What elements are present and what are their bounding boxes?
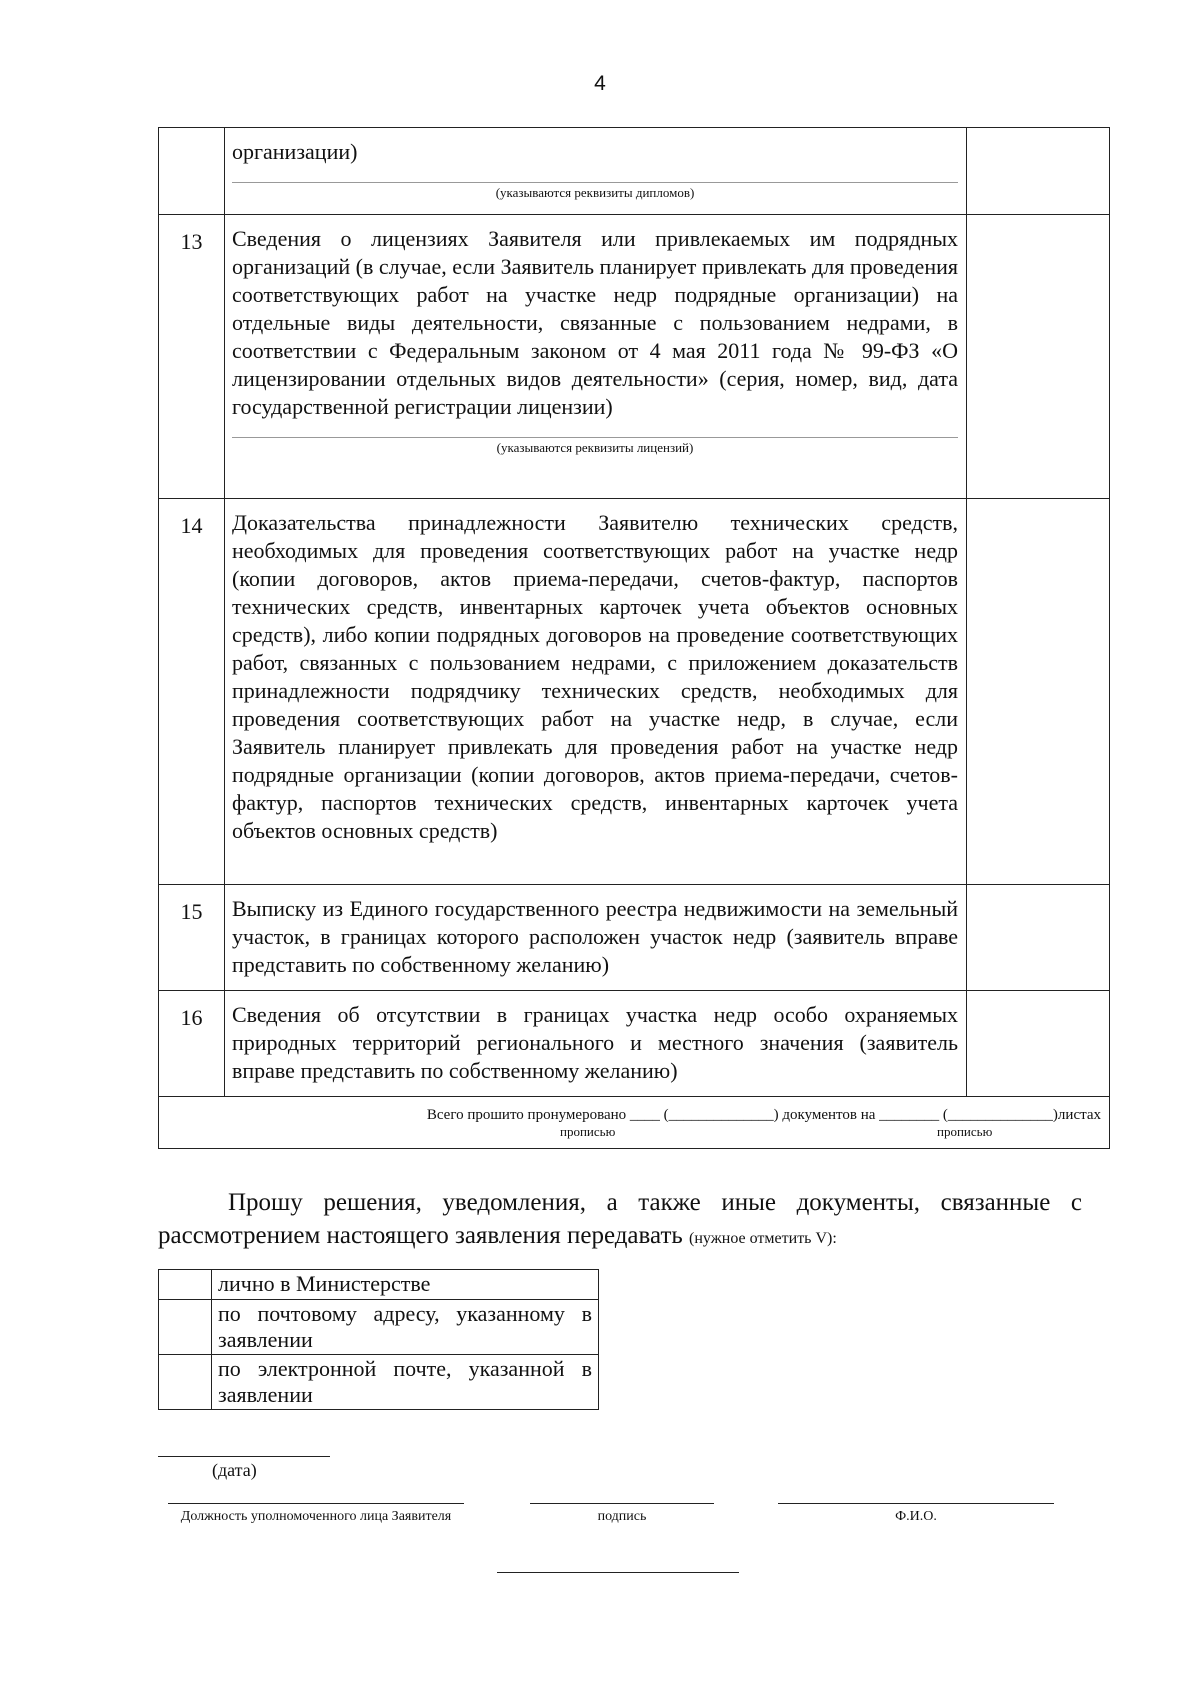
delivery-option [159,1300,599,1355]
full-name-label: Ф.И.О. [895,1509,937,1524]
row-description [225,499,967,885]
row-mark-cell[interactable] [967,215,1110,499]
totals-cell [159,1097,1110,1149]
delivery-option [159,1270,599,1300]
row-number: 13 [159,215,225,499]
documents-table [158,127,1110,1149]
row-text: Сведения об отсутствии в границах участка недр особо охраняемых природных территорий регионального и местного значения (заявитель вправе представить по собственному желанию) [232,1002,958,1083]
position-label: Должность уполномоченного лица Заявителя [180,1509,452,1524]
signature-line[interactable] [530,1503,714,1504]
page-number: 4 [594,72,606,95]
row-description [225,215,967,499]
row-text: Доказательства принадлежности Заявителю технических средств, необходимых для проведения соответствующих работ на участке недр (копии договоров, актов приема-передачи, счетов-фактур, паспортов технических средств, инвентарных карточек учета объектов основных средств), либо копии подрядных договоров на проведение соответствующих работ, связанных с пользованием недрами, с приложением доказательств принадлежности подрядчику технических средств, необходимых для проведения соответствующих работ на участке недр, в случае, если Заявитель планирует привлекать для проведения работ на участке недр подрядные организации (копии договоров, актов приема-передачи, счетов-фактур, паспортов технических средств, инвентарных карточек учета объектов основных средств) [232,510,958,843]
delivery-checkbox[interactable] [159,1270,212,1300]
row-description [225,128,967,215]
row-description [225,991,967,1097]
row-mark-cell[interactable] [967,499,1110,885]
row-hint: (указываются реквизиты лицензий) [232,437,958,457]
totals-row [159,1097,1110,1149]
date-line[interactable] [158,1456,330,1457]
row-text: организации) [232,139,358,164]
row-mark-cell[interactable] [967,991,1110,1097]
delivery-checkbox[interactable] [159,1355,212,1410]
delivery-option-label: по почтовому адресу, указанному в заявлении [212,1300,599,1355]
row-number: 15 [159,885,225,991]
delivery-option-label: лично в Министерстве [212,1270,599,1300]
table-row [159,991,1110,1097]
row-mark-cell[interactable] [967,128,1110,215]
totals-sublabels [167,1124,1101,1140]
table-row [159,128,1110,215]
position-line[interactable] [168,1503,464,1504]
date-label: (дата) [212,1460,257,1480]
row-mark-cell[interactable] [967,885,1110,991]
row-number: 16 [159,991,225,1097]
delivery-checkbox[interactable] [159,1300,212,1355]
row-description [225,885,967,991]
delivery-option-label: по электронной почте, указанной в заявлении [212,1355,599,1410]
row-number [159,128,225,215]
table-row [159,885,1110,991]
totals-line: Всего прошито пронумеровано ____ (______________) документов на ________ (______________)листах [426,1107,1101,1123]
full-name-line[interactable] [778,1503,1054,1504]
request-note: (нужное отметить V): [689,1230,837,1247]
request-paragraph [158,1186,1082,1255]
row-text: Выписку из Единого государственного реестра недвижимости на земельный участок, в границах которого расположен участок недр (заявитель вправе представить по собственному желанию) [232,896,958,977]
totals-sublabel-2: прописью [937,1124,993,1139]
delivery-option [159,1355,599,1410]
totals-sublabel-1: прописью [560,1124,616,1139]
row-hint: (указываются реквизиты дипломов) [232,182,958,202]
table-row [159,215,1110,499]
table-row [159,499,1110,885]
delivery-options-table [158,1269,599,1410]
signature-label: подпись [597,1509,647,1524]
row-number: 14 [159,499,225,885]
request-text: Прошу решения, уведомления, а также иные документы, связанные с рассмотрением настоящего заявления передавать [158,1189,1082,1249]
row-text: Сведения о лицензиях Заявителя или привлекаемых им подрядных организаций (в случае, если Заявитель планирует привлекать для проведения соответствующих работ на участке недр подрядные организации) на отдельные виды деятельности, связанные с пользованием недрами, в соответствии с Федеральным законом от 4 мая 2011 года № 99-ФЗ «О лицензировании отдельных видов деятельности» (серия, номер, вид, дата государственной регистрации лицензии) [232,226,958,419]
bottom-line [497,1572,739,1573]
